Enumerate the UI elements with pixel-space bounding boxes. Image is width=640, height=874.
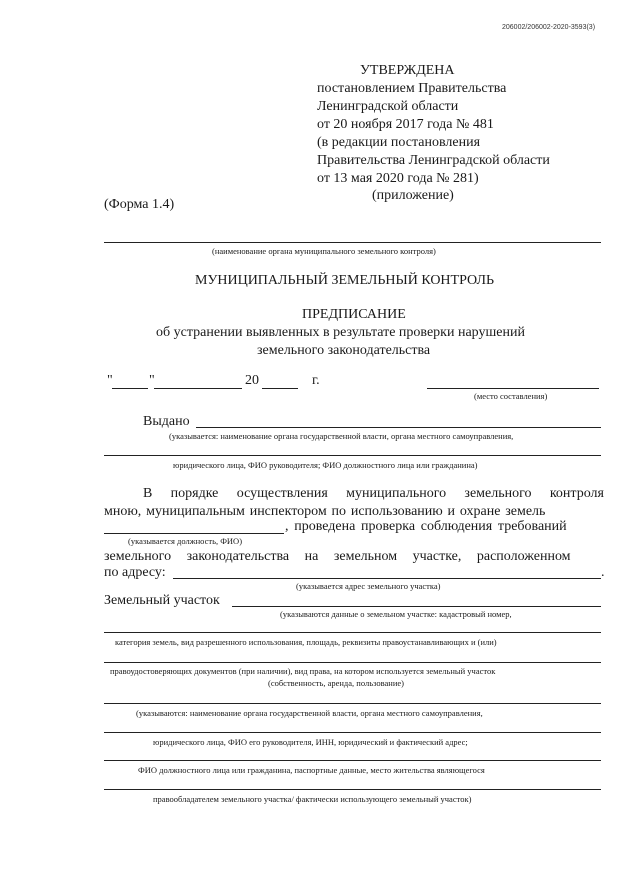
plot-hint-3: правоудостоверяющих документов (при наличии), вид права, на котором используется земельный участок [110, 666, 496, 676]
body-line-4: земельного законодательства на земельном участке, расположенном [104, 549, 571, 564]
date-year-prefix: 20 [245, 373, 259, 388]
body-word-3: осуществления [236, 486, 328, 501]
date-day-line [112, 388, 148, 389]
plot-line-2 [104, 632, 601, 633]
body-word-1: В [143, 486, 153, 501]
plot-line-5 [104, 732, 601, 733]
body-word-5: земельного [464, 486, 532, 501]
position-line [104, 533, 284, 534]
date-quote-open: " [107, 373, 113, 388]
approval-line-1: постановлением Правительства [317, 81, 507, 96]
approved-heading: УТВЕРЖДЕНА [360, 63, 455, 78]
plot-hint-5: (указываются: наименование органа государственной власти, органа местного самоуправления, [136, 708, 483, 718]
body-word-4: муниципального [346, 486, 447, 501]
issued-hint-1: (указывается: наименование органа государственной власти, органа местного самоуправления, [169, 431, 514, 441]
approval-line-5: Правительства Ленинградской области [317, 153, 550, 168]
date-quote-close: " [149, 373, 155, 388]
body-line-1 [143, 485, 604, 503]
plot-line-4 [104, 703, 601, 704]
position-hint: (указывается должность, ФИО) [128, 536, 243, 546]
document-subtitle-2: земельного законодательства [257, 343, 431, 358]
place-line [427, 388, 599, 389]
plot-hint-8: правообладателем земельного участка/ фактически использующего земельный участок) [153, 794, 472, 804]
address-label: по адресу: [104, 565, 166, 580]
plot-hint-1: (указываются данные о земельном участке: кадастровый номер, [280, 609, 512, 619]
plot-hint-2: категория земель, вид разрешенного использования, площадь, реквизиты правоустанавливающих и (или) [115, 637, 497, 647]
form-number: (Форма 1.4) [104, 197, 175, 212]
plot-line-1 [232, 606, 601, 607]
plot-hint-7: ФИО должностного лица или гражданина, паспортные данные, место жительства являющегося [138, 765, 485, 775]
date-year-line [262, 388, 298, 389]
plot-line-7 [104, 789, 601, 790]
authority-line [104, 242, 601, 243]
approval-line-3: от 20 ноября 2017 года № 481 [317, 117, 494, 132]
body-word-6: контроля [549, 486, 604, 501]
date-year-suffix: г. [312, 373, 320, 388]
plot-line-3 [104, 662, 601, 663]
section-title: МУНИЦИПАЛЬНЫЙ ЗЕМЕЛЬНЫЙ КОНТРОЛЬ [195, 273, 494, 288]
place-hint: (место составления) [474, 391, 548, 401]
issued-line-2 [104, 455, 601, 456]
body-line-3: , проведена проверка соблюдения требований [285, 519, 567, 534]
approval-line-4: (в редакции постановления [317, 135, 481, 150]
body-word-2: порядке [170, 486, 219, 501]
address-line [173, 578, 601, 579]
date-month-line [154, 388, 242, 389]
plot-line-6 [104, 760, 601, 761]
document-id: 206002/206002-2020-3593(3) [502, 24, 596, 31]
body-line-2: мною, муниципальным инспектором по использованию и охране земель [104, 504, 546, 519]
plot-hint-4: (собственность, аренда, пользование) [268, 678, 405, 688]
authority-hint: (наименование органа муниципального земельного контроля) [212, 246, 436, 256]
appendix-label: (приложение) [372, 188, 454, 203]
plot-label: Земельный участок [104, 593, 220, 608]
address-hint: (указывается адрес земельного участка) [296, 581, 441, 591]
document-title: ПРЕДПИСАНИЕ [302, 307, 406, 322]
issued-hint-2: юридического лица, ФИО руководителя; ФИО должностного лица или гражданина) [173, 460, 478, 470]
address-end: . [601, 565, 605, 580]
approval-line-6: от 13 мая 2020 года № 281) [317, 171, 479, 186]
issued-line-1 [196, 427, 601, 428]
document-subtitle-1: об устранении выявленных в результате проверки нарушений [156, 325, 525, 340]
approval-line-2: Ленинградской области [317, 99, 459, 114]
issued-label: Выдано [143, 414, 190, 429]
plot-hint-6: юридического лица, ФИО его руководителя, ИНН, юридический и фактический адрес; [153, 737, 468, 747]
